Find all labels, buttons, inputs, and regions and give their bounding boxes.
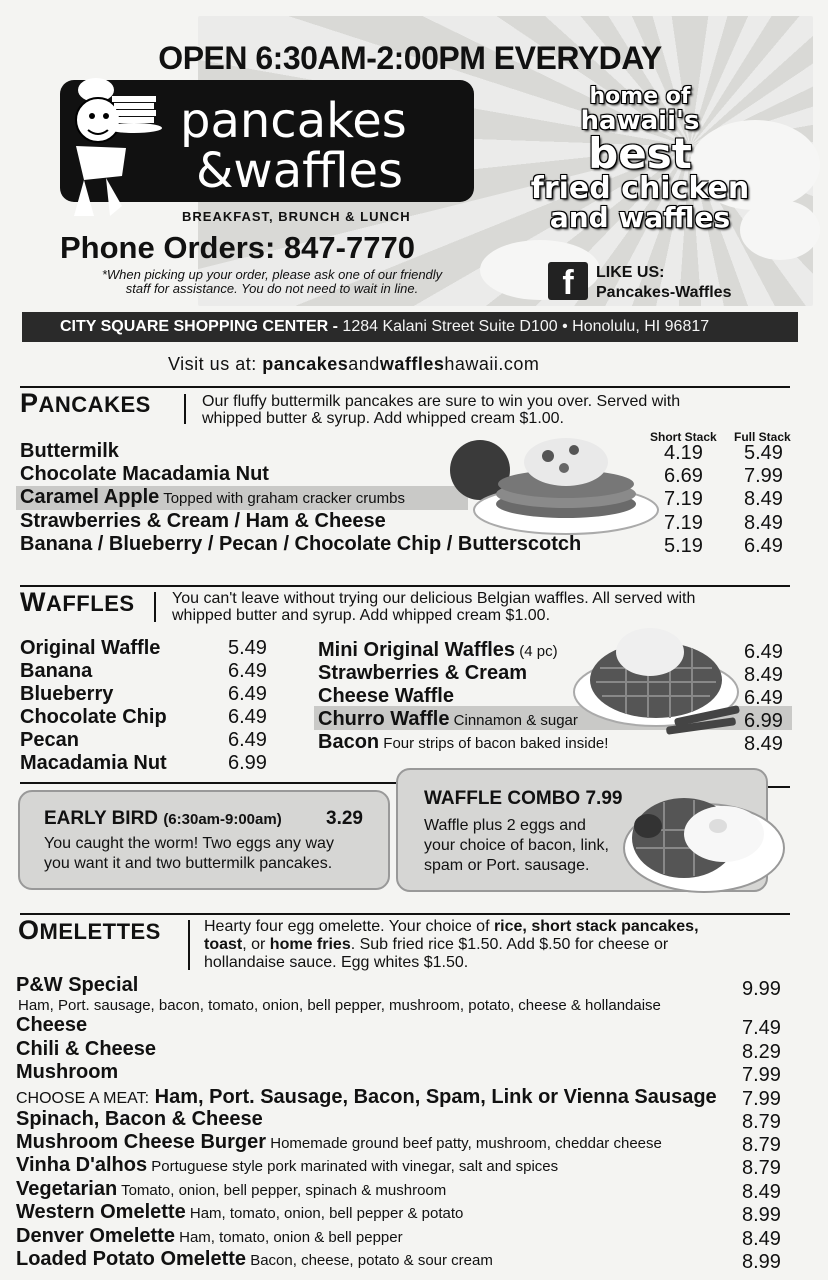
description-line: Waffle plus 2 eggs and (424, 817, 586, 834)
omelettes-heading (18, 915, 161, 946)
price-short-stack: 7.19 (664, 488, 703, 510)
menu-item-price: 6.49 (228, 729, 267, 751)
price-full-stack: 8.49 (744, 512, 783, 534)
item-note: Homemade ground beef patty, mushroom, cheddar cheese (266, 1135, 662, 1152)
price-full-stack: 8.49 (744, 488, 783, 510)
badge-line: fried chicken (530, 171, 750, 206)
omelette-description: Ham, Port. sausage, bacon, tomato, onion, bell pepper, mushroom, potato, cheese & hollandaise (18, 997, 661, 1014)
desc-text: . Sub fried rice $1.50. Add $.50 for cheese or (350, 936, 669, 953)
omelette-price: 8.49 (742, 1228, 781, 1250)
omelette-price: 8.99 (742, 1251, 781, 1273)
pancake-stack-image (448, 432, 660, 538)
item-name: Strawberries & Cream / Ham & Cheese (20, 510, 386, 532)
heading-rest: ANCAKES (38, 392, 151, 417)
facebook-page-name: Pancakes-Waffles (596, 284, 732, 301)
heading-separator (154, 592, 156, 622)
facebook-label: LIKE US: (596, 264, 665, 281)
visit-prefix: Visit us at: (168, 354, 263, 374)
address-location: CITY SQUARE SHOPPING CENTER - (60, 318, 338, 335)
item-name: Mini Original Waffles (318, 639, 516, 661)
item-name: Loaded Potato Omelette (16, 1248, 247, 1270)
item-name: Strawberries & Cream (318, 662, 527, 684)
desc-bold: rice, short stack pancakes, (493, 918, 699, 935)
item-name: Bacon (318, 731, 380, 753)
description-line: hollandaise sauce. Egg whites $1.50. (204, 954, 469, 971)
omelette-name (16, 1014, 87, 1036)
item-name: Denver Omelette (16, 1225, 175, 1247)
waffles-heading (20, 587, 135, 618)
early-bird-title (44, 808, 282, 830)
badge-line: best (588, 129, 692, 178)
omelette-price: 8.99 (742, 1204, 781, 1226)
omelette-price: 7.99 (742, 1064, 781, 1086)
omelette-price: 8.79 (742, 1134, 781, 1156)
item-name: Cheese Waffle (318, 685, 454, 707)
logo-line-2: &waffles (196, 143, 404, 199)
url-part: pancakes (262, 354, 349, 374)
badge-line: hawaii's (580, 106, 700, 136)
menu-item-name (318, 731, 608, 755)
price-short-stack: 4.19 (664, 442, 703, 464)
omelette-name (16, 1131, 662, 1155)
omelette-name: P&W Special (16, 974, 139, 996)
item-name: Chocolate Macadamia Nut (20, 463, 269, 485)
address-street: 1284 Kalani Street Suite D100 • Honolulu, HI 96817 (337, 318, 710, 335)
omelette-price: 8.79 (742, 1111, 781, 1133)
menu-item-price: 6.49 (744, 641, 783, 663)
omelette-name (16, 1061, 118, 1083)
early-bird-label: EARLY BIRD (44, 808, 159, 829)
address-bar (22, 312, 798, 342)
description-line: You caught the worm! Two eggs any way (44, 835, 334, 852)
heading-initial: O (18, 915, 40, 945)
item-name: Spinach, Bacon & Cheese (16, 1108, 263, 1130)
url-part: waffles (379, 354, 445, 374)
description-line (204, 936, 699, 954)
pancakes-heading (20, 388, 151, 419)
price-full-stack: 5.49 (744, 442, 783, 464)
description-line (204, 918, 699, 936)
item-name: Chili & Cheese (16, 1038, 157, 1060)
chef-mascot-icon (64, 76, 184, 222)
item-name: Western Omelette (16, 1201, 186, 1223)
heading-initial: W (20, 587, 46, 617)
menu-item-name (20, 440, 119, 462)
home-of-best-badge (520, 86, 760, 232)
omelette-price: 9.99 (742, 978, 781, 1000)
item-note: Bacon, cheese, potato & sour cream (246, 1252, 493, 1269)
item-note: Topped with graham cracker crumbs (159, 490, 405, 507)
menu-item-name (318, 639, 558, 663)
facebook-icon[interactable]: f (548, 262, 588, 300)
section-divider (20, 782, 400, 784)
badge-line: and waffles (549, 201, 731, 234)
waffle-combo-image (614, 786, 786, 896)
menu-item-price: 6.99 (744, 710, 783, 732)
item-name: Mushroom (16, 1061, 119, 1083)
menu-item-name: Original Waffle (20, 637, 161, 659)
item-note: Four strips of bacon baked inside! (379, 735, 609, 752)
phone-note (72, 268, 472, 296)
waffle-combo-title (424, 788, 622, 810)
url-part: hawaii.com (444, 354, 540, 374)
description-line: whipped butter & syrup. Add whipped cream $1.00. (202, 410, 564, 427)
menu-item-price: 5.49 (228, 637, 267, 659)
omelette-name (16, 1038, 156, 1060)
item-name: Banana / Blueberry / Pecan / Chocolate Chip / Butterscotch (20, 533, 582, 555)
item-note: Tomato, onion, bell pepper, spinach & mushroom (117, 1182, 447, 1199)
heading-separator (184, 394, 186, 424)
omelettes-description (204, 918, 699, 972)
heading-rest: AFFLES (45, 591, 135, 616)
omelette-price: 8.79 (742, 1157, 781, 1179)
omelette-name (16, 1201, 463, 1225)
choose-a-meat (16, 1086, 717, 1110)
description-line: your choice of bacon, link, (424, 837, 609, 854)
phone-note-line: *When picking up your order, please ask one of our friendly (101, 267, 443, 282)
menu-item-name (20, 463, 269, 485)
description-line: you want it and two buttermilk pancakes. (44, 855, 333, 872)
menu-item-name (20, 486, 405, 510)
heading-initial: P (20, 388, 39, 418)
menu-item-name: Chocolate Chip (20, 706, 167, 728)
facebook-link[interactable] (596, 263, 731, 303)
combo-price: 7.99 (585, 788, 623, 809)
menu-item-name (20, 510, 386, 532)
menu-item-name: Banana (20, 660, 93, 682)
omelette-price: 8.49 (742, 1181, 781, 1203)
item-name: Vinha D'alhos (16, 1154, 148, 1176)
tagline: BREAKFAST, BRUNCH & LUNCH (182, 209, 411, 224)
price-full-stack: 6.49 (744, 535, 783, 557)
omelette-name (16, 1248, 493, 1272)
omelette-name (16, 1225, 403, 1249)
menu-item-price: 6.49 (744, 687, 783, 709)
menu-item-price: 8.49 (744, 733, 783, 755)
menu-item-price: 6.49 (228, 660, 267, 682)
combo-label: WAFFLE COMBO (424, 788, 581, 809)
description-line: Our fluffy buttermilk pancakes are sure to win you over. Served with (202, 393, 681, 410)
menu-item-price: 6.49 (228, 706, 267, 728)
desc-bold: home fries (269, 936, 351, 953)
menu-item-price: 6.99 (228, 752, 267, 774)
menu-item-name (318, 685, 454, 707)
description-line: You can't leave without trying our delicious Belgian waffles. All served with (172, 590, 696, 607)
logo-line-1: pancakes (180, 93, 407, 149)
waffle-image (566, 618, 742, 738)
menu-item-name (318, 662, 527, 684)
meat-prefix: CHOOSE A MEAT: (16, 1090, 150, 1107)
item-note: (4 pc) (515, 643, 558, 660)
item-name: Churro Waffle (318, 708, 450, 730)
desc-text: , or (242, 936, 270, 953)
omelette-name (16, 1154, 558, 1178)
early-bird-time: (6:30am-9:00am) (163, 811, 282, 828)
opening-hours: OPEN 6:30AM-2:00PM EVERYDAY (158, 40, 662, 76)
omelette-price: 7.99 (742, 1088, 781, 1110)
price-short-stack: 5.19 (664, 535, 703, 557)
early-bird-box (18, 790, 390, 890)
item-note: Ham, tomato, onion & bell pepper (174, 1229, 403, 1246)
omelette-price: 8.29 (742, 1041, 781, 1063)
menu-item-name: Macadamia Nut (20, 752, 167, 774)
omelette-name (16, 1108, 263, 1130)
phone-orders[interactable]: Phone Orders: 847-7770 (60, 230, 415, 265)
column-header-short-stack: Short Stack (650, 430, 717, 444)
desc-bold: toast (204, 936, 243, 953)
website-link[interactable] (168, 354, 539, 375)
price-short-stack: 7.19 (664, 512, 703, 534)
desc-text: Hearty four egg omelette. Your choice of (204, 918, 494, 935)
meat-list: Ham, Port. Sausage, Bacon, Spam, Link or Vienna Sausage (149, 1086, 717, 1108)
early-bird-description (44, 834, 334, 874)
menu-item-name (20, 533, 581, 555)
item-name: Vegetarian (16, 1178, 118, 1200)
phone-note-line: staff for assistance. You do not need to wait in line. (125, 281, 419, 296)
price-full-stack: 7.99 (744, 465, 783, 487)
description-line: whipped butter and syrup. Add whipped cream $1.00. (172, 607, 551, 624)
waffle-combo-description (424, 816, 609, 876)
item-name: Buttermilk (20, 440, 119, 462)
item-note: Ham, tomato, onion, bell pepper & potato (185, 1205, 464, 1222)
item-name: Mushroom Cheese Burger (16, 1131, 267, 1153)
url-part: and (348, 354, 380, 374)
item-note: Portuguese style pork marinated with vinegar, salt and spices (147, 1158, 559, 1175)
menu-item-name (318, 708, 578, 732)
item-name: Cheese (16, 1014, 88, 1036)
heading-rest: MELETTES (39, 919, 161, 944)
section-divider (20, 585, 790, 587)
badge-line: home of (589, 84, 691, 109)
heading-separator (188, 920, 190, 970)
item-note: Cinnamon & sugar (449, 712, 578, 729)
column-header-full-stack: Full Stack (734, 430, 791, 444)
logo-wordmark (180, 93, 407, 199)
price-short-stack: 6.69 (664, 465, 703, 487)
omelette-price: 7.49 (742, 1017, 781, 1039)
menu-item-price: 8.49 (744, 664, 783, 686)
pancakes-description (202, 393, 680, 427)
menu-item-name: Pecan (20, 729, 79, 751)
menu-item-price: 6.49 (228, 683, 267, 705)
item-name: Caramel Apple (20, 486, 160, 508)
description-line: spam or Port. sausage. (424, 857, 590, 874)
early-bird-price: 3.29 (326, 808, 363, 829)
omelette-name (16, 1178, 446, 1202)
menu-item-name: Blueberry (20, 683, 114, 705)
